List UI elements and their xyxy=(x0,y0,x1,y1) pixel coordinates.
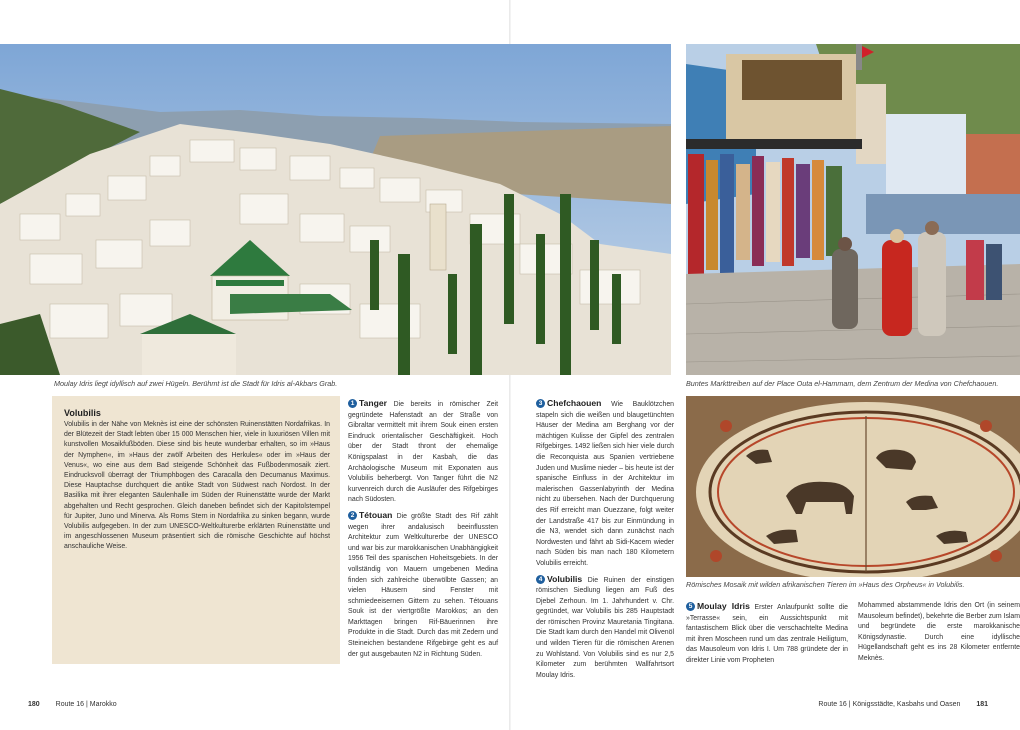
section-number-badge: 2 xyxy=(348,511,357,520)
folio-title-right: Königsstädte, Kasbahs und Oasen xyxy=(852,701,961,708)
folio-separator: | xyxy=(86,701,88,708)
section-text: Erster Anlaufpunkt sollte die »Terrasse« sein, ein Aussichtspunkt mit fantastischem Blick über die verschachtelte Medina mit ihren Moscheen rund um das zentrale Heiligtum, das Mausoleum von Idris I. Um 788 gründete der in direkter Linie vom Propheten xyxy=(686,604,848,664)
chefchaouen-photo xyxy=(686,44,1020,375)
folio-separator: | xyxy=(848,701,851,708)
info-box-title: Volubilis xyxy=(64,408,101,418)
mosaic-photo xyxy=(686,396,1020,577)
section-heading: Chefchaouen xyxy=(547,398,602,408)
column-moulay-idris-a xyxy=(686,601,848,667)
caption-moulay-idris: Moulay Idris liegt idyllisch auf zwei Hügeln. Berühmt ist die Stadt für Idris al-Akbars Grab. xyxy=(54,379,338,388)
folio-route-left: Route 16 xyxy=(55,701,85,708)
page-number-right: 181 xyxy=(976,701,988,708)
folio-title-left: Marokko xyxy=(89,701,117,708)
section-text: Die bereits in römischer Zeit gegründete Hafenstadt an der Straße von Gibraltar vermittelt mit ihrem Souk einen ersten Eindruck orientalischer Geschäftigkeit. Hoch über der Stadt thront der ehemalige Königspalast in der Kasbah, die das Archäologische Museum mit Exponaten aus Volubilis beherbergt. Von Tanger führt die N2 kurvenreich durch die Ausläufer des Rifgebirges nach Südosten. xyxy=(348,401,498,504)
folio-route-right: Route 16 xyxy=(818,701,847,708)
section-volubilis xyxy=(536,574,674,682)
section-tetouan xyxy=(348,510,498,660)
section-heading: Tanger xyxy=(359,398,388,408)
page-number-left: 180 xyxy=(28,701,40,708)
folio-left xyxy=(28,701,117,708)
caption-chefchaouen: Buntes Markttreiben auf der Place Outa el-Hammam, dem Zentrum der Medina von Chefchaouen. xyxy=(686,379,999,388)
section-chefchaouen xyxy=(536,398,674,570)
section-number-badge: 4 xyxy=(536,575,545,584)
section-heading: Volubilis xyxy=(547,573,583,584)
info-box-text: Volubilis in der Nähe von Meknès ist eine der schönsten Ruinenstätten Nordafrikas. In der Blütezeit der Stadt lebten über 15 000 Menschen hier, viele in luxuriösen Villen mit kunstvollen Mosaikfußböden. Diese sind bis heute wunderbar erhalten, so im »Haus der Nymphen«, im »Haus der zwölf Arbeiten des Herkules« oder im »Haus der Venus«, wo eine aus dem Bad steigende Schönheit das Fußbodenmosaik ziert. Eindrucksvoll überragt der Triumphbogen des Caracalla den Decumanus Maximus. Diese Hauptachse durchquert die antike Stadt von Südwest nach Nordost. In der Basilika mit ihrer eleganten Säulenhalle im Süden der Ruinenstätte wurde der Markt abgehalten und Recht gesprochen. Gleich daneben befindet sich der Kapitolstempel für Jupiter, Juno und Minerva. Als Roms Stern in Nordafrika zu sinken begann, wurde Volubilis aufgegeben. In der zum UNESCO-Weltkulturerbe erklärten Ruinenstätte und im angeschlossenen Museum präsentiert sich die römische Geschichte auf höchst anschauliche Weise. xyxy=(64,421,330,551)
section-number-badge: 3 xyxy=(536,399,545,408)
section-number-badge: 5 xyxy=(686,602,695,611)
section-text: Mohammed abstammende Idris den Ort (in seinem Mausoleum befindet), bekehrte die Berber zum Islam und begründete die erste marokkanische Königsdynastie. Durch eine idyllische Hügellandschaft geht es ins 28 Kilometer entfernte Meknès. xyxy=(858,602,1020,662)
volubilis-info-box xyxy=(52,396,340,664)
moulay-idris-photo xyxy=(0,44,671,375)
section-text: Die Ruinen der einstigen römischen Siedlung liegen am Fuß des Djebel Zerhoun. Im 1. Jahrhundert v. Chr. gegründet, war Volubilis bis 285 Hauptstadt der römischen Provinz Mauretania Tingitana. Die Stadt kam durch den Handel mit Olivenöl und wilden Tieren für die römischen Arenen zu Wohlstand. Von Volubilis sind es nur 2,5 Kilometer zum berühmten Wallfahrtsort Moulay Idris. xyxy=(536,576,674,679)
section-heading: Moulay Idris xyxy=(697,601,750,611)
caption-mosaic: Römisches Mosaik mit wilden afrikanischen Tieren im »Haus des Orpheus« in Volubilis. xyxy=(686,580,965,589)
section-text: Die größte Stadt des Rif zählt wegen ihrer andalusisch beeinflussten Architektur zum Weltkulturerbe der UNESCO und war bis zur marokkanischen Unabhängigkeit 1956 Teil des spanischen Hoheitsgebiets. In der vollständig von Mauern umgebenen Medina finden sich zahlreiche überwölbte Gassen; an vielen Häusern sind Fenster mit schmiedeeisernen Gittern zu sehen. Tétouans Souk ist der viertgrößte Marokkos; an den Markttagen bringen Rif-Bäuerinnen ihre Produkte in die Stadt. Durch das mit Zedern und Steineichen bestandene Rifgebirge geht es auf der gut ausgebauten N2 in Richtung Süden. xyxy=(348,512,498,658)
column-tanger-tetouan xyxy=(348,398,498,660)
section-moulay-idris xyxy=(686,601,848,667)
column-chefchaouen-volubilis xyxy=(536,398,674,681)
section-heading: Tétouan xyxy=(359,509,393,520)
column-moulay-idris-b xyxy=(858,601,1020,665)
section-tanger xyxy=(348,398,498,506)
folio-right xyxy=(818,701,988,708)
section-number-badge: 1 xyxy=(348,399,357,408)
section-text: Wie Bauklötzchen stapeln sich die weißen und blaugetünchten Häuser der Medina am Berghang vor der mächtigen Kulisse der Gipfel des zentralen Rifgebirges. 1492 ließen sich hier viele durch die Reconquista aus Spanien vertriebene Juden und Muslime nieder – bis heute ist der spanische Einfluss in der Architektur im malerischen Gassenlabyrinth der Medina nicht zu übersehen. Nach der Durchquerung des Rif erreicht man Ouezzane, folgt weiter der Landstraße 417 bis zur Einmündung in die N3, wendet sich dann zunächst nach Nordwesten und fährt ab Sidi-Kacem wieder nach Süden bis man nach 180 Kilometern Volubilis erreicht. xyxy=(536,401,675,567)
